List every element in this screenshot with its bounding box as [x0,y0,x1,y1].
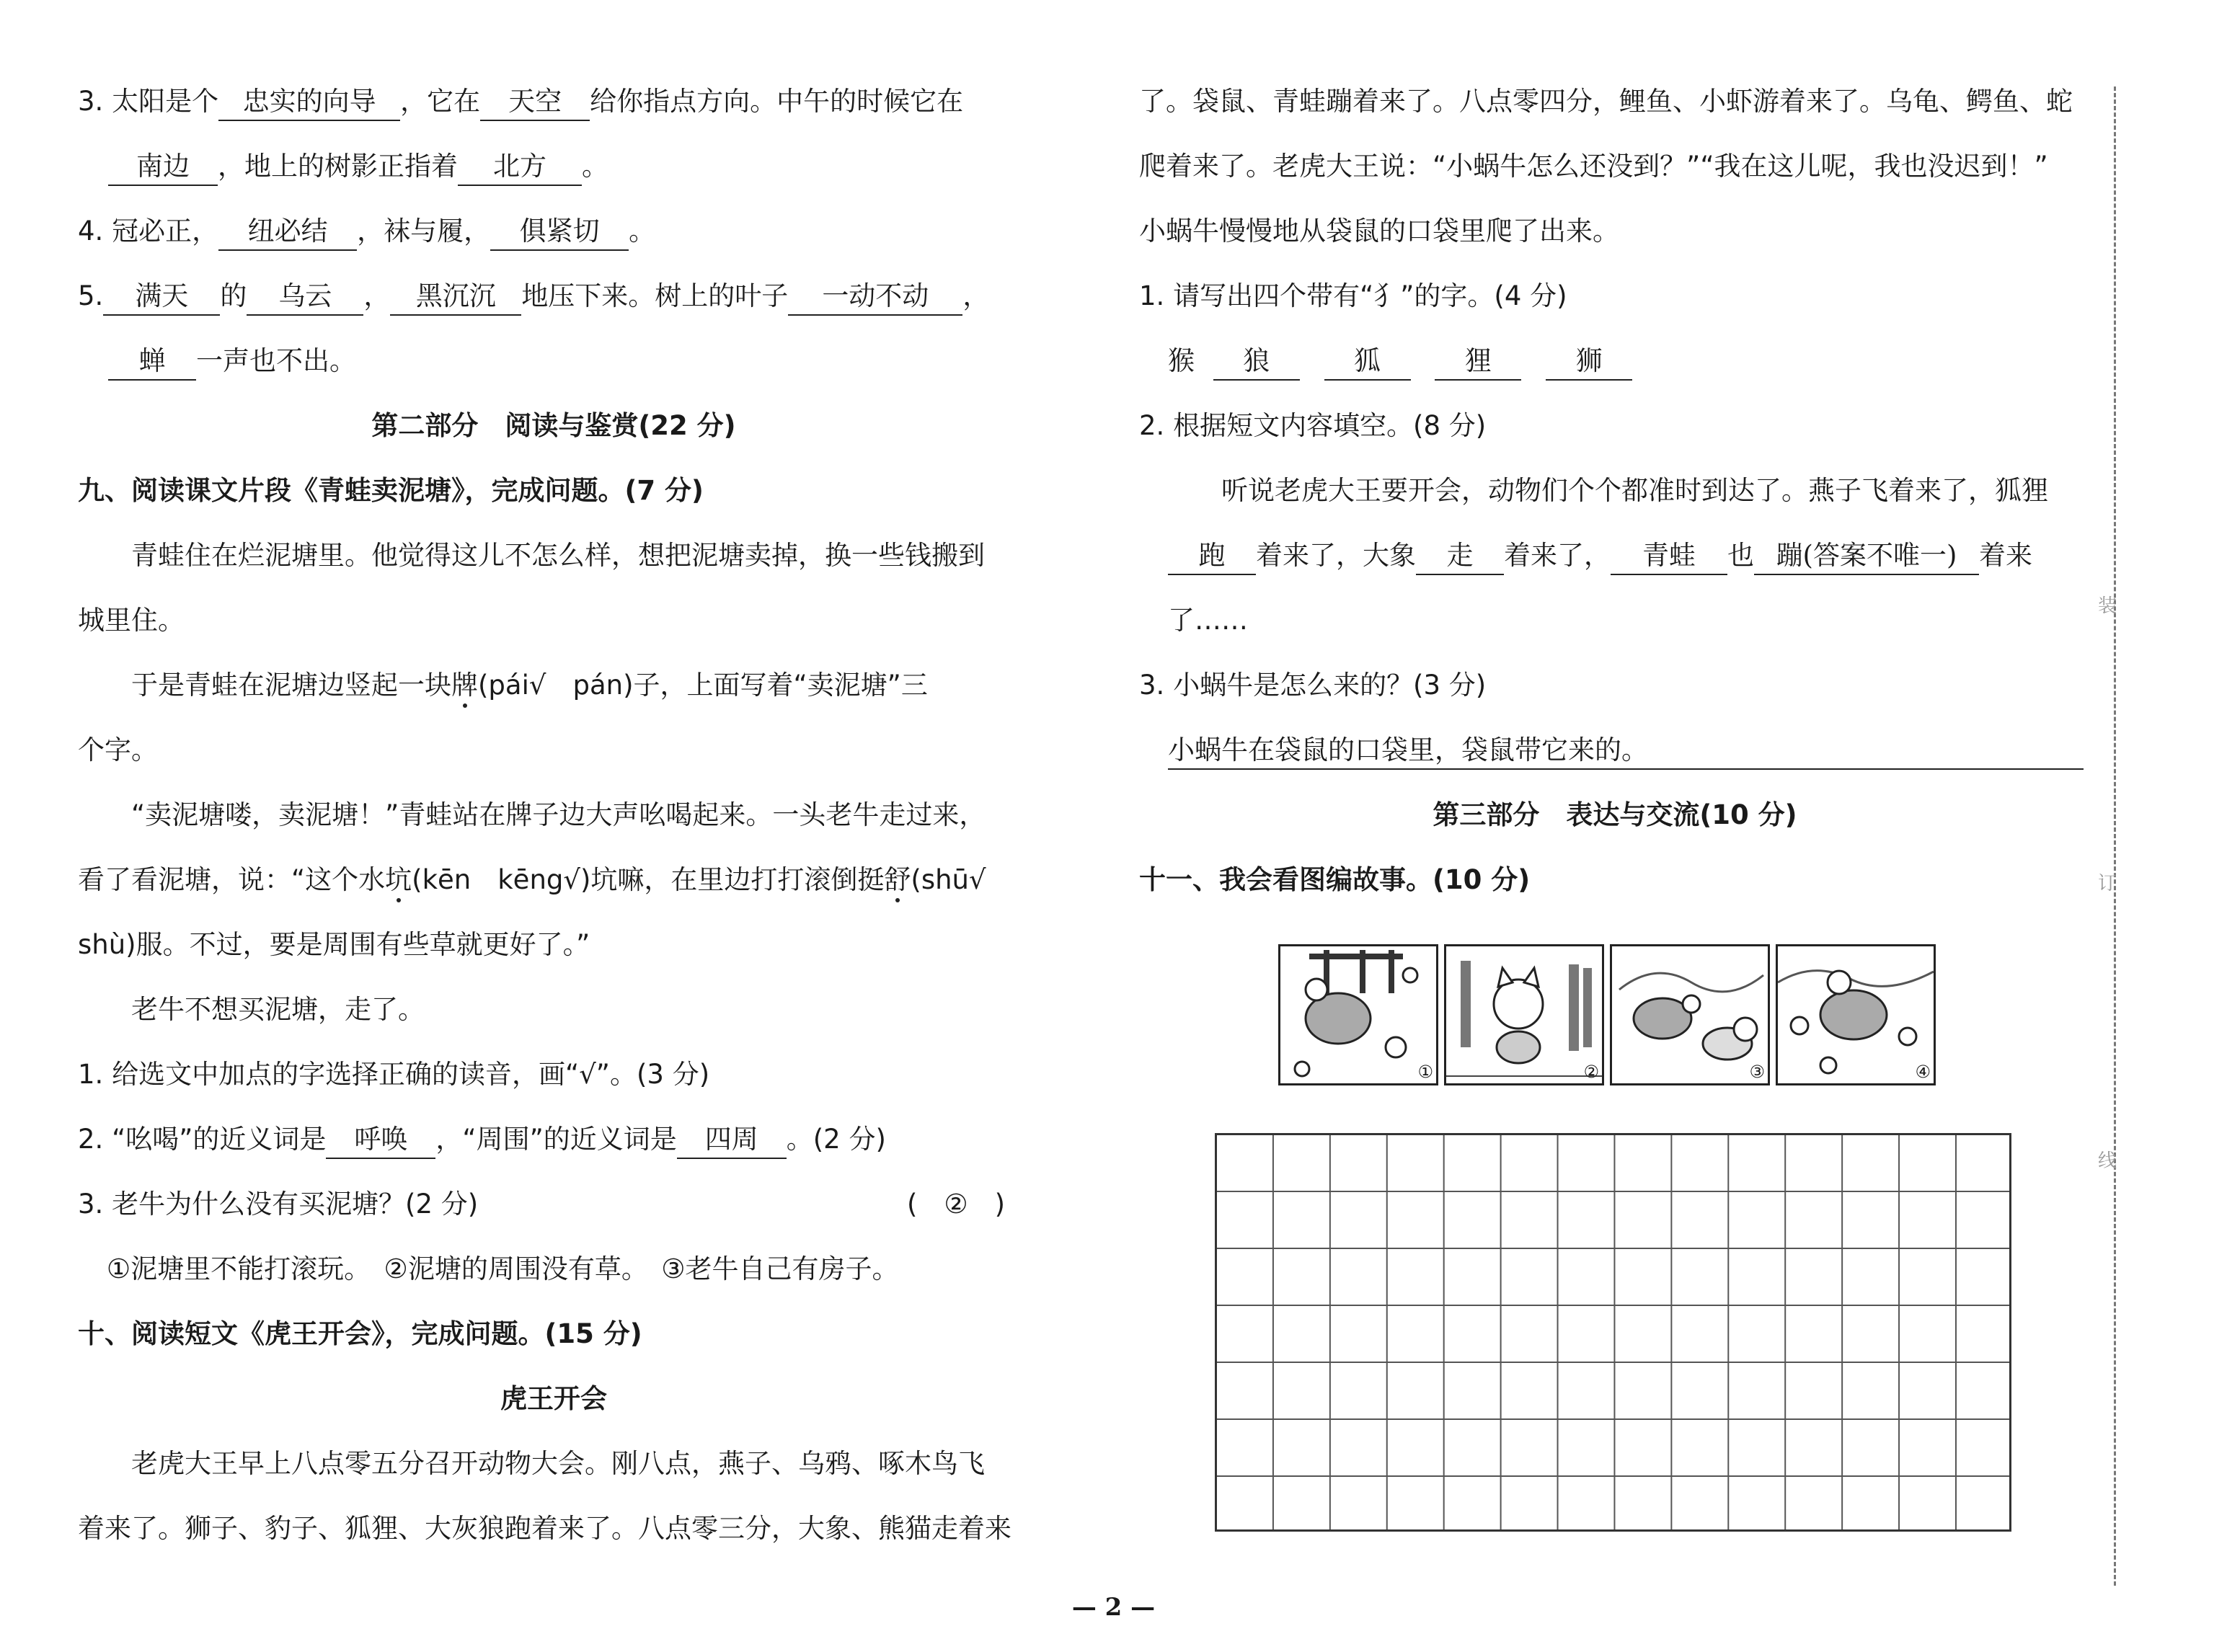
r2-line: 听说老虎大王要开会，动物们个个都准时到达了。燕子飞着来了，狐狸 [1221,475,2048,506]
q5-line2: 蝉 一声也不出。 [78,343,356,381]
story-line: 爬着来了。老虎大王说：“小蜗牛怎么还没到？”“我在这儿呢，我也没迟到！” [1139,151,2048,182]
choice-paren: ( ② ) [907,1189,1006,1220]
check-mark: √ [969,864,986,895]
story-picture-1 [1278,944,1438,1085]
passage-line: 青蛙住在烂泥塘里。他觉得这儿不怎么样，想把泥塘卖掉，换一些钱搬到 [131,540,985,571]
cut-label: 线 [2098,1150,2117,1172]
choice-options: ①泥塘里不能打滚玩。 ②泥塘的周围没有草。 ③老牛自己有房子。 [107,1253,899,1284]
picture-number: ① [1417,1062,1433,1082]
answer-blank: 北方 [458,148,582,186]
check-mark: √ [563,864,580,895]
r2-line: 跑 着来了，大象 走 着来了， 青蛙 也 蹦(答案不唯一) 着来 [1139,538,2032,575]
dotted-char: 舒 [884,864,911,895]
q3-line2: 南边 ，地上的树影正指着 北方 。 [78,148,608,186]
picture-number: ③ [1749,1062,1765,1082]
answer-blank: 狼 [1213,343,1300,381]
answer-blank: 走 [1416,538,1504,575]
choice-answer: ② [944,1189,968,1220]
passage-line: “卖泥塘喽，卖泥塘！”青蛙站在牌子边大声吆喝起来。一头老牛走过来， [131,799,986,830]
answer-blank: 一动不动 [788,278,962,316]
story-picture-2 [1444,944,1604,1085]
picture-number: ④ [1915,1062,1931,1082]
q10-title: 十、阅读短文《虎王开会》，完成问题。(15 分) [78,1318,642,1349]
answer-blank: 狐 [1324,343,1411,381]
q3-line1: 3. 太阳是个 忠实的向导 ，它在 天空 给你指点方向。中午的时候它在 [78,84,963,121]
page-number: — 2 — [1071,1593,1156,1622]
answer-blank: 俱紧切 [490,213,629,251]
cut-label: 订 [2098,873,2117,894]
answer-blank: 蝉 [108,343,196,381]
q4-line: 4. 冠必正， 纽必结 ，袜与履， 俱紧切 。 [78,213,655,251]
passage-line: 个字。 [78,734,158,765]
writing-grid[interactable] [1215,1133,2011,1532]
passage-line: 于是青蛙在泥塘边竖起一块牌(pái√ pán)子，上面写着“卖泥塘”三 [131,670,928,701]
answer-blank: 天空 [480,84,590,121]
dotted-char: 牌 [451,670,478,701]
hen-with-chicks-icon [1778,946,1934,1083]
r-question-3: 3. 小蜗牛是怎么来的？(3 分) [1139,670,1487,701]
sub-question-3: 3. 老牛为什么没有买泥塘？(2 分) ( ② ) [78,1186,1022,1222]
story-line: 了。袋鼠、青蛙蹦着来了。八点零四分，鲤鱼、小虾游着来了。乌龟、鳄鱼、蛇 [1139,86,2073,117]
part3-title: 第三部分 表达与交流(10 分) [1433,799,1797,830]
r1-answers: 猴 狼 狐 狸 狮 [1139,343,1632,381]
story-picture-4 [1776,944,1936,1085]
story-title: 虎王开会 [500,1383,607,1414]
story-pictures [1278,944,1939,1088]
q11-title: 十一、我会看图编故事。(10 分) [1139,864,1531,895]
answer-blank: 青蛙 [1611,538,1727,575]
story-line: 着来了。狮子、豹子、狐狸、大灰狼跑着来了。八点零三分，大象、熊猫走着来 [78,1513,1011,1544]
sub-question-1: 1. 给选文中加点的字选择正确的读音，画“√”。(3 分) [78,1059,710,1090]
picture-number: ② [1583,1062,1599,1082]
q9-title: 九、阅读课文片段《青蛙卖泥塘》，完成问题。(7 分) [78,475,704,506]
hen-chicks-fence-icon [1280,946,1436,1083]
answer-blank: 满天 [103,278,220,316]
r3-answer: 小蜗牛在袋鼠的口袋里，袋鼠带它来的。 [1139,732,2084,770]
r-question-1: 1. 请写出四个带有“犭”的字。(4 分) [1139,280,1567,311]
cut-label: 装 [2098,595,2117,617]
answer-blank: 南边 [108,148,218,186]
r-question-2: 2. 根据短文内容填空。(8 分) [1139,410,1487,441]
answer-blank: 呼唤 [326,1122,435,1159]
story-line: 老虎大王早上八点零五分召开动物大会。刚八点，燕子、乌鸦、啄木鸟飞 [131,1448,985,1479]
cat-grass-icon [1446,946,1602,1083]
answer-blank: 狸 [1435,343,1521,381]
answer-blank: 蹦(答案不唯一) [1754,538,1979,575]
passage-line: 城里住。 [78,605,185,636]
check-mark: √ [528,670,546,701]
answer-blank: 忠实的向导 [218,84,400,121]
sub-question-2: 2. “吆喝”的近义词是 呼唤 ，“周围”的近义词是 四周 。(2 分) [78,1122,886,1159]
answer-blank: 乌云 [247,278,363,316]
q5-line1: 5. 满天 的 乌云 ， 黑沉沉 地压下来。树上的叶子 一动不动 ， [78,278,989,316]
story-line: 小蜗牛慢慢地从袋鼠的口袋里爬了出来。 [1139,216,1619,247]
r2-line: 了…… [1168,605,1248,636]
passage-line: 老牛不想买泥塘，走了。 [131,994,425,1025]
binding-cut-line [2114,86,2116,1586]
hen-cat-chase-icon [1612,946,1768,1083]
answer-blank: 四周 [677,1122,787,1159]
part2-title: 第二部分 阅读与鉴赏(22 分) [371,410,736,441]
answer-blank: 纽必结 [218,213,357,251]
answer-blank: 狮 [1546,343,1632,381]
passage-line: 看了看泥塘，说：“这个水坑(kēn kēng√)坑嘛，在里边打打滚倒挺舒(shū√ [78,864,986,895]
answer-blank: 黑沉沉 [390,278,521,316]
dotted-char: 坑 [385,864,412,895]
story-picture-3 [1610,944,1770,1085]
passage-line: shù)服。不过，要是周围有些草就更好了。” [78,929,590,960]
answer-blank: 跑 [1168,538,1256,575]
